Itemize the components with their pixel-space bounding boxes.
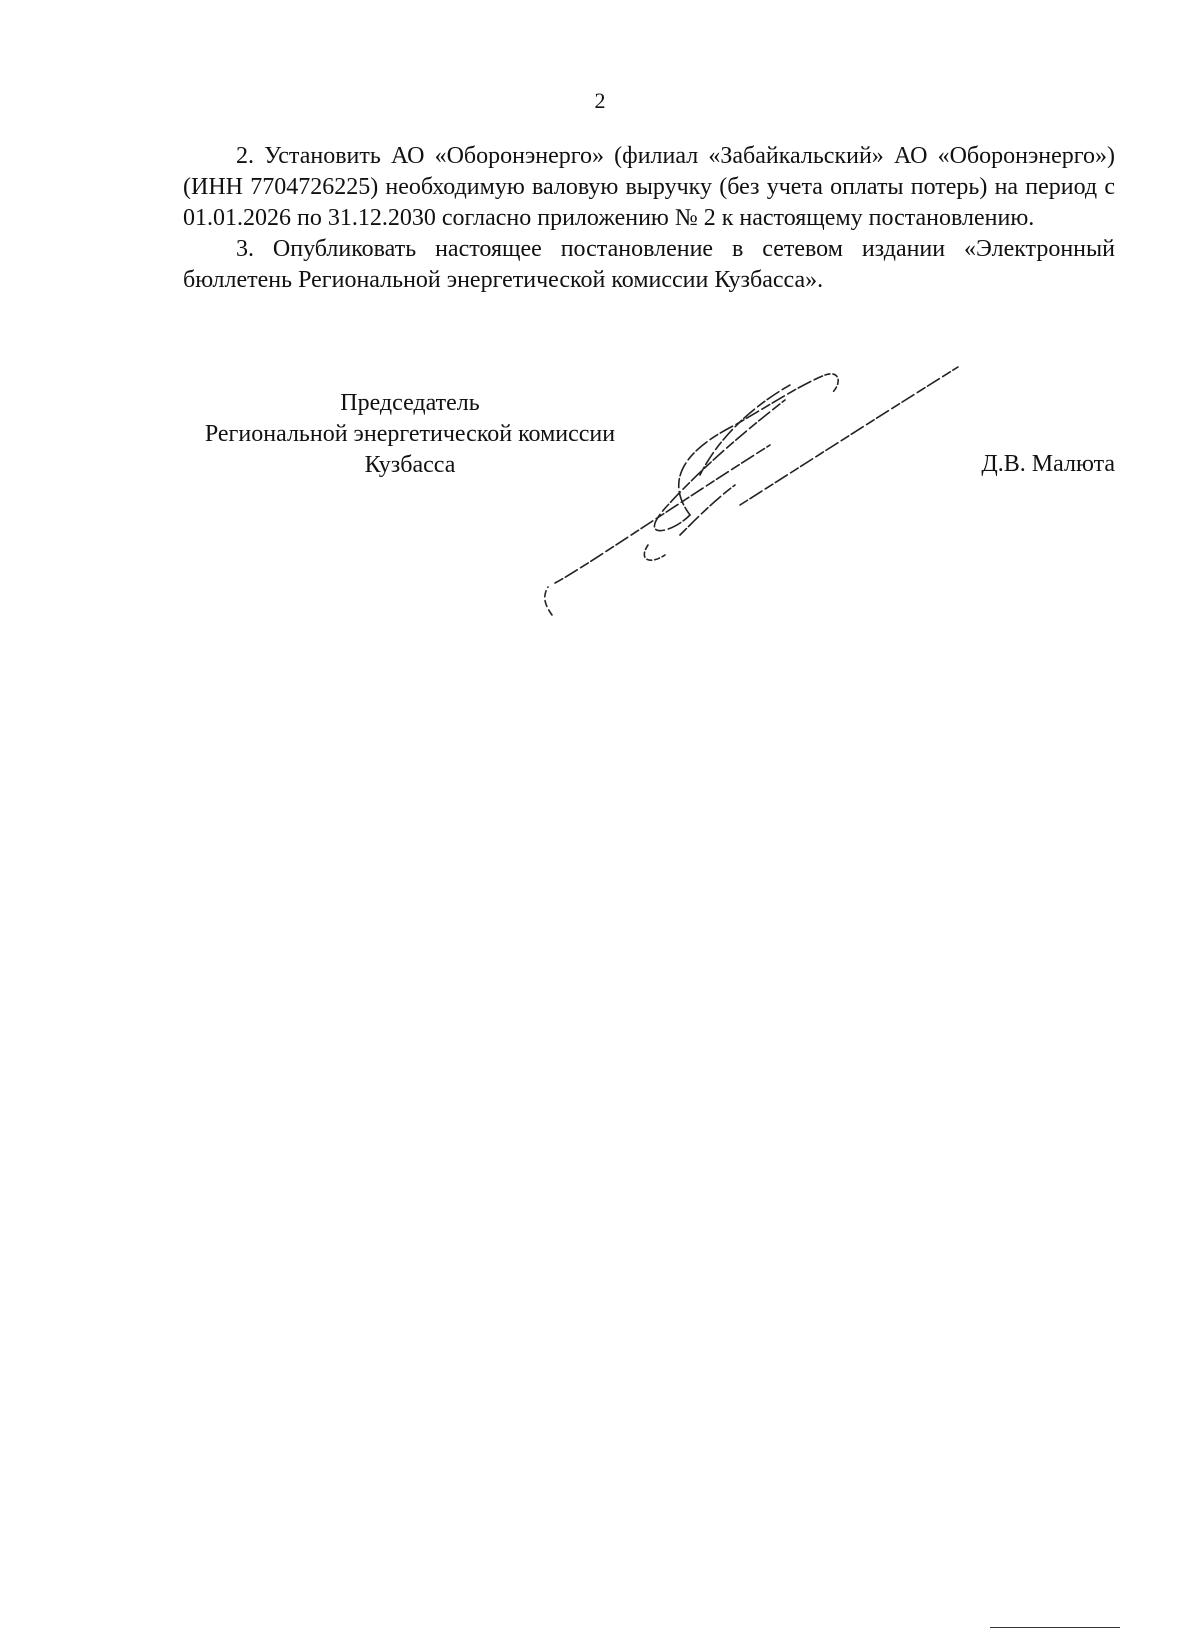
signatory-title-line-3: Кузбасса (364, 452, 456, 478)
paragraph-2: 2. Установить АО «Оборонэнерго» (филиал «Забайкальский» АО «Оборонэнерго») (ИНН 7704726225) необходимую валовую выручку (без учета оплаты потерь) на период с 01.01.2026 по 31.12.2030 согласно приложению № 2 к настоящему постановлению. (183, 143, 1115, 231)
footer-divider (990, 1627, 1120, 1628)
document-body (183, 141, 1115, 296)
paragraph-3: 3. Опубликовать настоящее постановление в сетевом издании «Электронный бюллетень Региональной энергетической комиссии Кузбасса». (183, 236, 1115, 293)
signer-name: Д.В. Малюта (981, 451, 1115, 477)
page-number: 2 (594, 88, 606, 113)
signatory-title-line-2: Региональной энергетической комиссии (204, 421, 616, 447)
handwritten-signature (540, 365, 970, 655)
signatory-title-line-1: Председатель (340, 390, 480, 416)
